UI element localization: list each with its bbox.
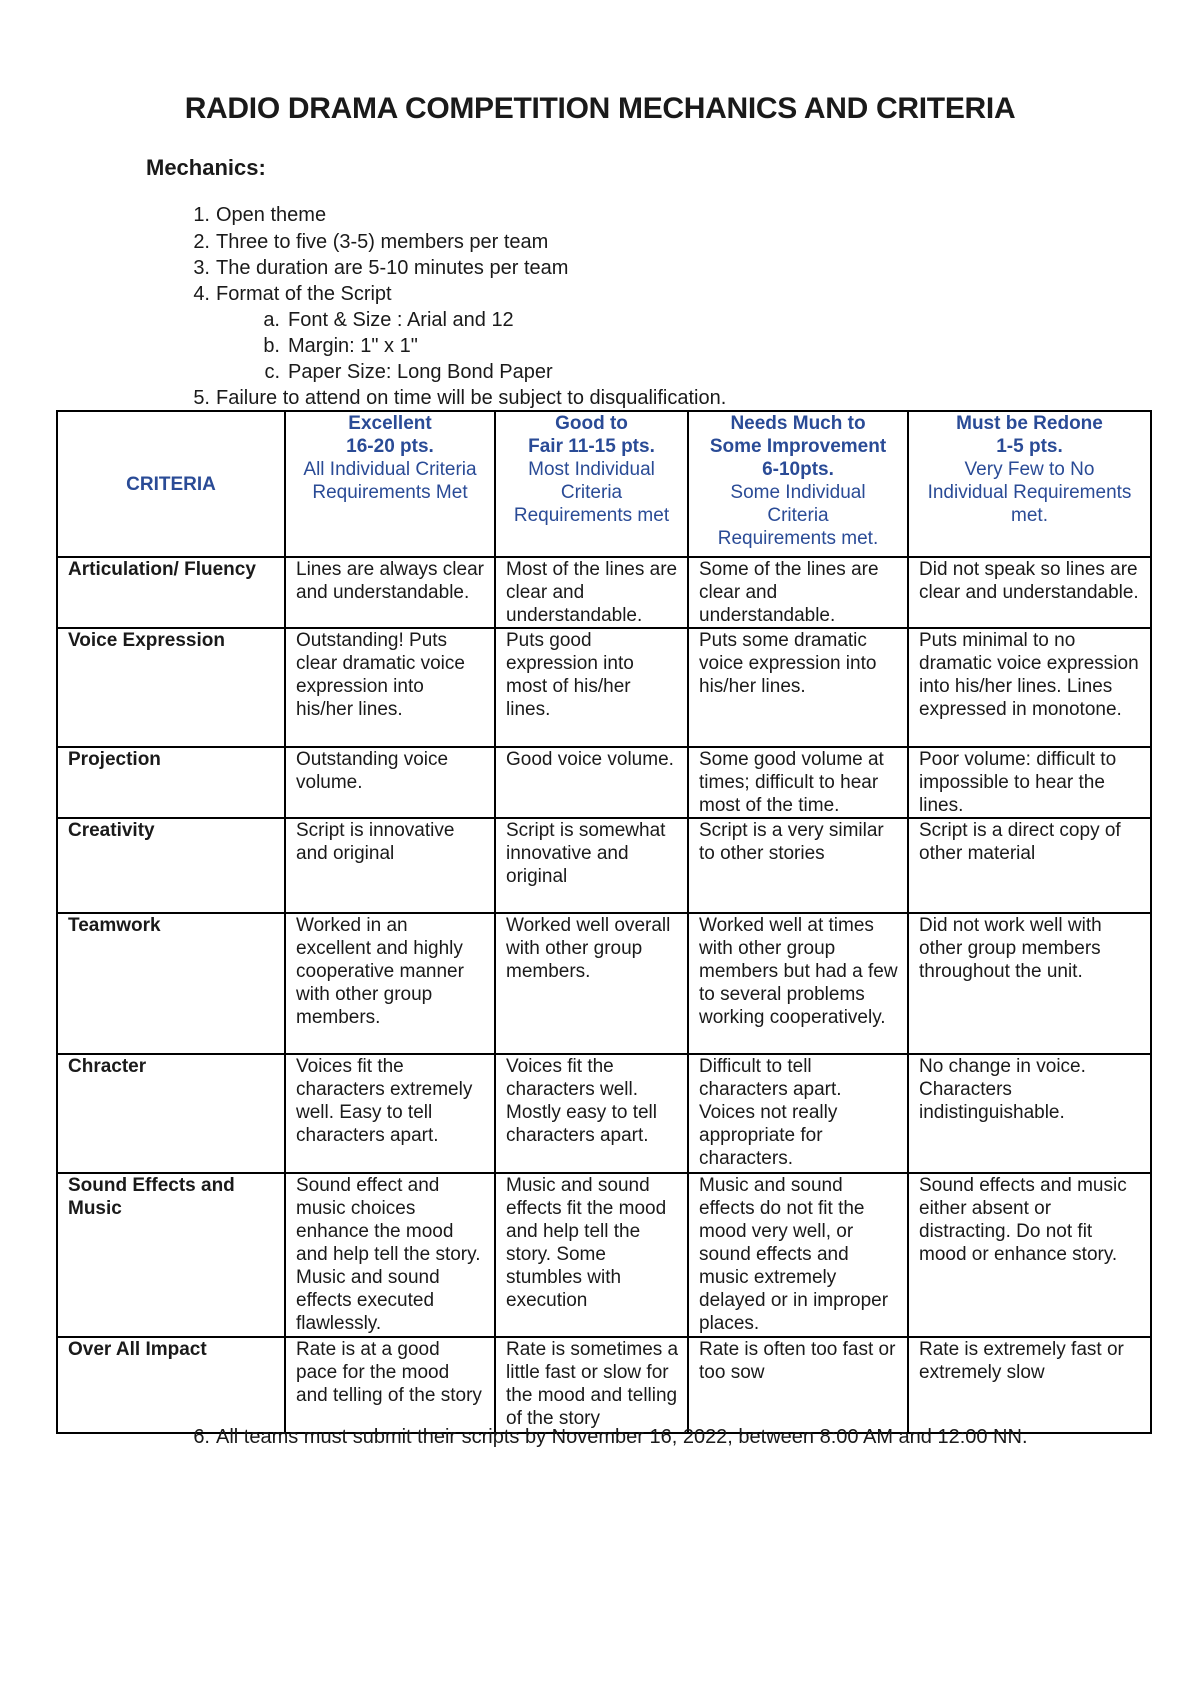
list-item-text: Format of the Script [216, 283, 392, 305]
table-cell: Did not work well with other group members throughout the unit. [908, 913, 1151, 1054]
table-row [57, 913, 1151, 1054]
table-cell: Good voice volume. [495, 747, 688, 818]
level-description: Most Individual [528, 459, 655, 480]
level-points: 1-5 pts. [996, 436, 1063, 457]
list-item-text: The duration are 5-10 minutes per team [216, 257, 569, 279]
table-row [57, 628, 1151, 747]
table-cell: Voices fit the characters extremely well. Easy to tell characters apart. [285, 1054, 495, 1173]
list-item-number: 5. [193, 387, 210, 409]
level-header-must-be-redone [908, 411, 1151, 557]
level-points: Fair 11-15 pts. [528, 436, 655, 457]
list-item-text: Paper Size: Long Bond Paper [288, 361, 553, 383]
list-item-number: 2. [193, 231, 210, 253]
level-description: Some Individual [730, 482, 866, 503]
table-cell: Sound effect and music choices enhance the mood and help tell the story. Music and sound effects executed flawlessly. [285, 1173, 495, 1337]
table-cell: Script is a very similar to other stories [688, 818, 908, 913]
table-cell: Music and sound effects fit the mood and help tell the story. Some stumbles with execution [495, 1173, 688, 1337]
level-points: 16-20 pts. [346, 436, 434, 457]
level-description: Individual Requirements [927, 482, 1132, 503]
table-cell: Some good volume at times; difficult to hear most of the time. [688, 747, 908, 818]
level-description: Very Few to No [964, 459, 1095, 480]
table-cell: Puts some dramatic voice expression into his/her lines. [688, 628, 908, 747]
criterion-name: Teamwork [57, 913, 285, 1054]
level-description: Requirements Met [312, 482, 468, 503]
table-cell: Sound effects and music either absent or distracting. Do not fit mood or enhance story. [908, 1173, 1151, 1337]
table-cell: Difficult to tell characters apart. Voices not really appropriate for characters. [688, 1054, 908, 1173]
level-points: 6-10pts. [762, 459, 834, 480]
table-cell: Worked well overall with other group members. [495, 913, 688, 1054]
table-row [57, 1054, 1151, 1173]
criterion-name: Chracter [57, 1054, 285, 1173]
list-item-text: All teams must submit their scripts by November 16, 2022, between 8:00 AM and 12:00 NN. [216, 1426, 1028, 1448]
list-item-text: Margin: 1" x 1" [288, 335, 418, 357]
level-description: Requirements met [513, 505, 670, 526]
criteria-header: CRITERIA [57, 411, 285, 557]
list-item-number: 4. [193, 283, 210, 305]
list-item-letter: c. [264, 361, 280, 383]
list-item-text: Open theme [216, 204, 327, 226]
table-cell: Some of the lines are clear and understandable. [688, 557, 908, 628]
table-cell: Puts good expression into most of his/her lines. [495, 628, 688, 747]
table-cell: Music and sound effects do not fit the mood very well, or sound effects and music extremely delayed or in improper places. [688, 1173, 908, 1337]
table-cell: Rate is extremely fast or extremely slow [908, 1337, 1151, 1433]
table-cell: Script is a direct copy of other material [908, 818, 1151, 913]
table-cell: Poor volume: difficult to impossible to hear the lines. [908, 747, 1151, 818]
criterion-name: Over All Impact [57, 1337, 285, 1433]
level-title: Some Improvement [709, 436, 887, 457]
criterion-name: Creativity [57, 818, 285, 913]
level-description: Criteria [560, 482, 623, 503]
table-cell: Outstanding! Puts clear dramatic voice expression into his/her lines. [285, 628, 495, 747]
criterion-name: Articulation/ Fluency [57, 557, 285, 628]
table-cell: Rate is at a good pace for the mood and telling of the story [285, 1337, 495, 1433]
table-row [57, 818, 1151, 913]
list-item-letter: a. [263, 309, 280, 331]
table-row [57, 1173, 1151, 1337]
table-cell: Script is somewhat innovative and original [495, 818, 688, 913]
table-cell: Script is innovative and original [285, 818, 495, 913]
list-item-number: 1. [193, 204, 210, 226]
list-item-number: 6. [193, 1426, 210, 1448]
table-row [57, 747, 1151, 818]
table-cell: Rate is sometimes a little fast or slow for the mood and telling of the story [495, 1337, 688, 1433]
level-header-excellent [285, 411, 495, 557]
list-item-text: Failure to attend on time will be subject to disqualification. [216, 387, 727, 409]
list-item-text: Three to five (3-5) members per team [216, 231, 549, 253]
level-description: met. [1011, 505, 1048, 526]
table-cell: Outstanding voice volume. [285, 747, 495, 818]
level-description: Criteria [767, 505, 829, 526]
table-cell: Worked in an excellent and highly cooperative manner with other group members. [285, 913, 495, 1054]
table-row [57, 557, 1151, 628]
list-item-letter: b. [263, 335, 280, 357]
table-row [57, 1337, 1151, 1433]
level-header-needs-improvement [688, 411, 908, 557]
table-cell: Did not speak so lines are clear and understandable. [908, 557, 1151, 628]
table-cell: Most of the lines are clear and understandable. [495, 557, 688, 628]
level-title: Must be Redone [956, 413, 1103, 434]
page-title: RADIO DRAMA COMPETITION MECHANICS AND CRITERIA [184, 92, 1016, 125]
level-title: Good to [555, 413, 628, 434]
level-description: All Individual Criteria [303, 459, 477, 480]
level-header-good-to-fair [495, 411, 688, 557]
criterion-name: Projection [57, 747, 285, 818]
level-title: Excellent [348, 413, 432, 434]
level-description: Requirements met. [717, 528, 879, 549]
level-title: Needs Much to [730, 413, 866, 434]
table-cell: Puts minimal to no dramatic voice expression into his/her lines. Lines expressed in monotone. [908, 628, 1151, 747]
table-cell: No change in voice. Characters indistinguishable. [908, 1054, 1151, 1173]
list-item-number: 3. [193, 257, 210, 279]
table-cell: Lines are always clear and understandable. [285, 557, 495, 628]
criteria-table [56, 410, 1152, 1434]
mechanics-heading: Mechanics: [146, 155, 266, 180]
list-item-text: Font & Size : Arial and 12 [288, 309, 514, 331]
table-cell: Voices fit the characters well. Mostly easy to tell characters apart. [495, 1054, 688, 1173]
table-cell: Rate is often too fast or too sow [688, 1337, 908, 1433]
table-cell: Worked well at times with other group members but had a few to several problems working cooperatively. [688, 913, 908, 1054]
table-header-row [57, 411, 1151, 557]
criterion-name: Voice Expression [57, 628, 285, 747]
criterion-name: Sound Effects and Music [57, 1173, 285, 1337]
